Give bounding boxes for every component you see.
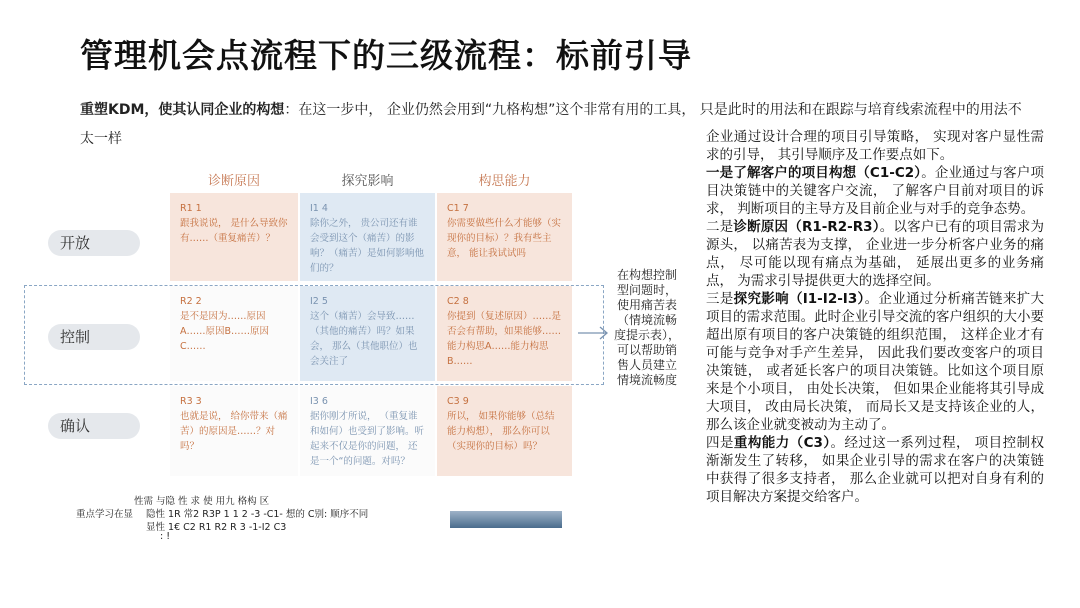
grid-cell-r1c3 [437,193,572,281]
footer-row: 隐性 1R 常2 R3P 1 1 2 -3 -C1- 想的 C别: 顺序不同 [146,509,369,520]
grid-cell-r3c1 [170,386,298,476]
cell-text: 你提到（复述原因）……是否会有帮助，如果能够……能力构思A……能力构思B…… [447,311,562,367]
cell-code: C2 8 [447,296,469,307]
footer-row: 显性 1€ C2 R1 R2 R 3 -1-I2 C3 [146,522,287,533]
step4-text: 。经过这一系列过程， 项目控制权渐渐发生了转移， 如果企业引导的需求在客户的决策链中获得了很多支持者， 那么企业就可以把对自身有利的项目解决方案提交给客户。 [706,435,1044,505]
footer-row: : ! [160,531,171,542]
side-note: 在构想控制型问题时，使用痛苦表（情境流畅度提示表），可以帮助销售人员建立情境流畅度 [614,268,681,387]
grid-cell-r3c3 [437,386,572,476]
row-label-open: 开放 [48,230,140,256]
step2-text: 。以客户已有的项目需求为源头， 以痛苦表为支撑， 企业进一步分析客户业务的痛点， 尽可能以现有痛点为基础， 延展出更多的业务痛点， 为需求引导提供更大的选择空间。 [706,219,1045,289]
grid-cell-r1c1 [170,193,298,281]
grid-cell-r3c2 [300,386,435,476]
cell-text: 所以， 如果你能够（总结能力构想）， 那么你可以（实现你的目标）吗？ [447,411,555,452]
column-header-envision: 构思能力 [478,174,531,189]
row-label-confirm: 确认 [48,413,140,439]
cell-code: C3 9 [447,396,469,407]
para-intro: 企业通过设计合理的项目引导策略， 实现对客户显性需求的引导， 其引导顺序及工作要点如下。 [706,129,1044,163]
cell-code: I3 6 [310,396,328,407]
cell-code: C1 7 [447,203,469,214]
column-header-explore: 探究影响 [341,174,394,189]
cell-code: R2 2 [180,296,202,307]
step3-lead: 三是 [706,291,734,307]
cell-code: I1 4 [310,203,328,214]
cell-text: 跟我说说， 是什么导致你有……（重复痛苦）？ [180,218,288,244]
step3-text: 。企业通过分析痛苦链来扩大项目的需求范围。此时企业引导交流的客户组织的大小要超出原有项目的客户决策链的组织范围， 这样企业才有可能与竞争对手产生差异， 因此我们要改变客户的项目决策链， 或者延长客户的项目决策链。比如这个项目原来是个小项目， 由处长决策， 但如果企业能将其引导成大项目， 改由局长决策， 而局长又是支持该企业的人， 那么该企业就变被动为主动了。 [706,291,1044,433]
footer-bar [450,511,562,528]
step4-bold: 重构能力（C3） [733,435,831,451]
intro-text: ：在这一步中， 企业仍然会用到“九格构想”这个非常有用的工具， 只是此时的用法和在跟踪与培育线索流程中的用法不太一样 [80,102,1022,147]
intro-bold: 重塑KDM，使其认同企业的构想 [80,102,285,118]
grid-cell-r1c2 [300,193,435,281]
control-row-highlight [24,285,604,385]
column-header-diagnose: 诊断原因 [207,174,260,189]
cell-text: 也就是说， 给你带来（痛苦）的原因是……？对吗？ [180,411,288,452]
step1-bold: 一是了解客户的项目构想（C1-C2） [706,165,922,181]
cell-code: R3 3 [180,396,202,407]
right-description [706,128,1044,506]
step2-bold: 诊断原因（R1-R2-R3） [733,219,880,235]
row-label-control: 控制 [48,324,140,350]
arrow-right-icon [578,326,610,340]
cell-text: 据你刚才所说， （重复谁和如何）也受到了影响。听起来不仅是你的问题， 还是一个“的问题。对吗？ [310,411,425,467]
cell-code: R1 1 [180,203,202,214]
cell-text: 这个（痛苦）会导致……（其他的痛苦）吗？如果会， 那么（其他职位）也会关注了 [310,311,418,367]
footer-row: 性需 与隐 性 求 使 用九 格构 区 [134,496,270,507]
cell-text: 是不是因为……原因A……原因B……原因C…… [180,311,270,352]
cell-text: 你需要做些什么才能够（实现你的目标）？我有些主意， 能让我试试吗 [447,218,562,259]
step3-bold: 探究影响（I1-I2-I3） [733,291,865,307]
page-title: 管理机会点流程下的三级流程：标前引导 [80,36,692,75]
cell-text: 除你之外， 贵公司还有谁会受到这个（痛苦）的影响？（痛苦）是如何影响他们的？ [310,218,425,274]
step2-lead: 二是 [706,219,734,235]
step4-lead: 四是 [706,435,734,451]
cell-code: I2 5 [310,296,328,307]
step1-text: 。企业通过与客户项目决策链中的关键客户交流， 了解客户目前对项目的诉求， 判断项目的主导方及目前企业与对手的竞争态势。 [706,165,1044,217]
footer-label: 重点学习在显 [76,509,134,520]
